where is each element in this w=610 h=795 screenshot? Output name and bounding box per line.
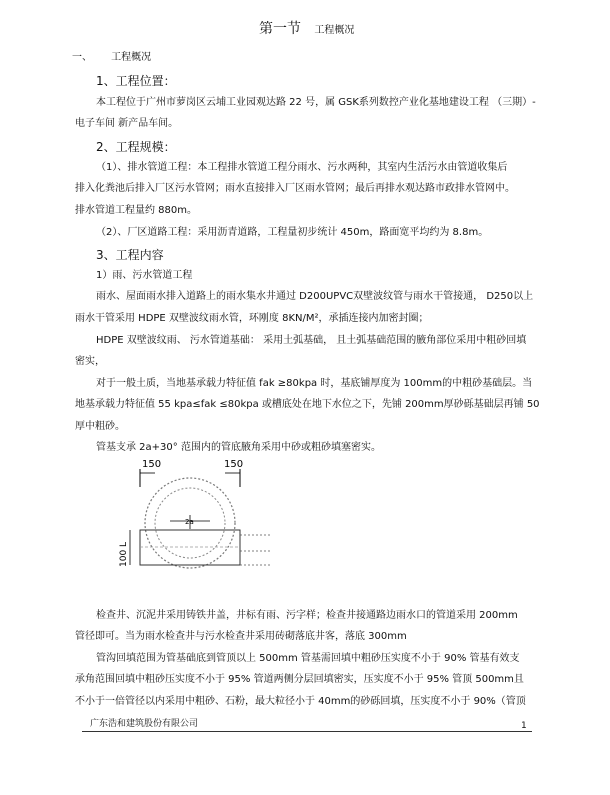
paragraph-line: 雨水干管采用 HDPE 双壁波纹雨水管，环刚度 8KN/M²，承插连接内加密封圈； bbox=[75, 313, 429, 324]
paragraph-line: 管径即可。当为雨水检查井与污水检查井采用砖砌落底井客，落底 300mm bbox=[75, 631, 407, 642]
heading-content: 3、工程内容 bbox=[96, 248, 164, 262]
paragraph-line: 管沟回填范围为管基础底到管顶以上 500mm 管基需回填中粗砂压实度不小于 90% 管基有效支 bbox=[96, 653, 520, 664]
page-number: 1 bbox=[521, 721, 527, 731]
subheading-pipe-works: 1）雨、污水管道工程 bbox=[96, 270, 193, 281]
paragraph-line: （2）、厂区道路工程：采用沥青道路，工程量初步统计 450m，路面宽平均约为 8.8m。 bbox=[96, 227, 489, 238]
heading-scale: 2、工程规模： bbox=[96, 140, 176, 154]
pipe-foundation-diagram bbox=[100, 455, 300, 580]
paragraph-line: （1）、排水管道工程：本工程排水管道工程分雨水、污水两种，其室内生活污水由管道收集后 bbox=[96, 162, 508, 173]
sand-foundation-block bbox=[140, 530, 240, 565]
chapter-heading bbox=[72, 52, 151, 64]
footer-company: 广东浩和建筑股份有限公司 bbox=[90, 719, 199, 729]
paragraph-line: 管基支承 2a+30° 范围内的管底腋角采用中砂或粗砂填塞密实。 bbox=[96, 442, 381, 453]
paragraph-line: 承角范围回填中粗砂压实度不小于 95% 管道两侧分层回填密实，压实度不小于 95% 管顶 500mm且 bbox=[75, 674, 524, 685]
paragraph-line: 电子车间 新产品车间。 bbox=[75, 118, 179, 129]
dimension-label-left: 150 bbox=[142, 459, 162, 470]
section-subtitle: 工程概况 bbox=[314, 25, 355, 36]
heading-location: 1、工程位置： bbox=[96, 74, 176, 88]
paragraph-line: 排水管道工程量约 880m。 bbox=[75, 205, 198, 216]
section-number: 第一节 bbox=[259, 21, 301, 37]
angle-label: 2a bbox=[185, 518, 194, 526]
paragraph-line: 对于一般土质，当地基承载力特征值 fak ≥80kpa 时，基底铺厚度为 100mm的中粗砂基础层。当 bbox=[96, 378, 533, 389]
paragraph-line: 密实， bbox=[75, 356, 105, 367]
footer-divider bbox=[82, 731, 532, 732]
height-label: 100 L bbox=[119, 541, 129, 567]
paragraph-line: 雨水、屋面雨水排入道路上的雨水集水井通过 D200UPVC双壁波纹管与雨水干管接通， D250以上 bbox=[96, 291, 534, 302]
chapter-number: 一、 bbox=[72, 52, 92, 63]
paragraph-line: 不小于一倍管径以内采用中粗砂、石粉，最大粒径小于 40mm的砂砾回填，压实度不小于 90%（管顶 bbox=[75, 696, 526, 707]
paragraph-line: 地基承载力特征值 55 kpa≤fak ≤80kpa 或槽底处在地下水位之下，先铺 200mm厚砂砾基础层再铺 50 bbox=[75, 399, 540, 410]
paragraph-line: 排入化粪池后排入厂区污水管网；雨水直接排入厂区雨水管网；最后再排水观达路市政排水管网中。 bbox=[75, 183, 515, 194]
paragraph-line: HDPE 双壁波纹雨、 污水管道基础： 采用土弧基础， 且土弧基础范围的腋角部位采用中粗砂回填 bbox=[96, 335, 527, 346]
section-title bbox=[259, 21, 354, 39]
chapter-title: 工程概况 bbox=[111, 52, 152, 63]
paragraph-line: 检查井、沉泥井采用铸铁井盖，井标有雨、污字样；检查井接通路边雨水口的管道采用 200mm bbox=[96, 610, 518, 621]
dimension-label-right: 150 bbox=[224, 459, 244, 470]
paragraph-line: 本工程位于广州市萝岗区云埔工业园观达路 22 号，属 GSK系列数控产业化基地建设工程 （三期）- bbox=[96, 97, 536, 108]
paragraph-line: 厚中粗砂。 bbox=[75, 421, 125, 432]
